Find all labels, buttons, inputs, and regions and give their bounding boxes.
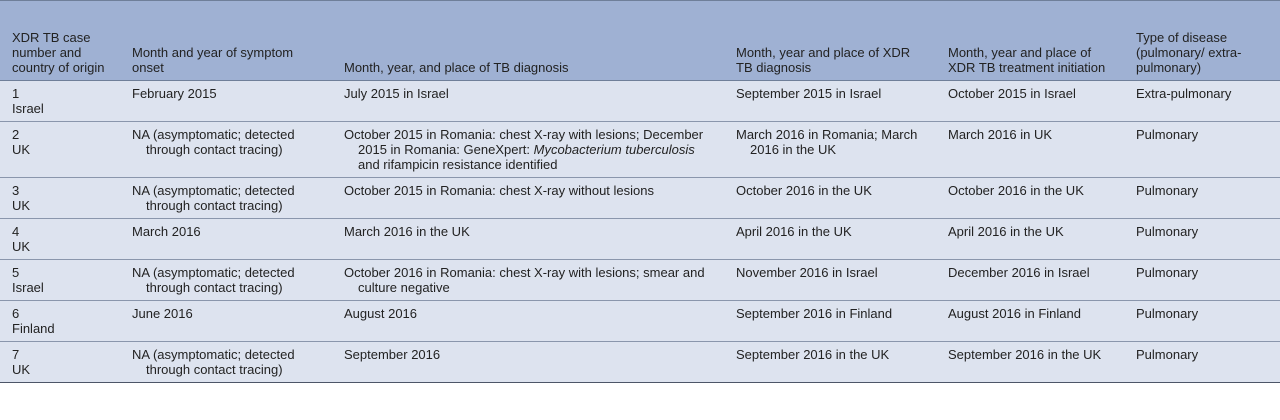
tb-diagnosis-cell: September 2016 xyxy=(332,342,724,383)
symptom-onset-cell: NA (asymptomatic; detected through contact tracing) xyxy=(120,122,332,178)
disease-type-cell: Pulmonary xyxy=(1124,122,1280,178)
case-country: UK xyxy=(12,142,31,157)
table-row xyxy=(0,178,1280,219)
case-country: UK xyxy=(12,239,31,254)
treatment-cell: August 2016 in Finland xyxy=(936,301,1124,342)
xdr-diagnosis-cell: April 2016 in the UK xyxy=(724,219,936,260)
disease-type-cell: Pulmonary xyxy=(1124,219,1280,260)
case-cell xyxy=(0,219,120,260)
treatment-cell: April 2016 in the UK xyxy=(936,219,1124,260)
case-number: 6 xyxy=(12,306,20,321)
case-cell xyxy=(0,178,120,219)
disease-type-cell: Pulmonary xyxy=(1124,178,1280,219)
case-cell xyxy=(0,122,120,178)
table-row xyxy=(0,219,1280,260)
case-country: Israel xyxy=(12,101,44,116)
case-cell xyxy=(0,81,120,122)
disease-type-cell: Pulmonary xyxy=(1124,260,1280,301)
symptom-onset-cell: NA (asymptomatic; detected through contact tracing) xyxy=(120,342,332,383)
disease-type-cell: Pulmonary xyxy=(1124,342,1280,383)
tb-diagnosis-cell: October 2016 in Romania: chest X-ray with lesions; smear and culture negative xyxy=(332,260,724,301)
symptom-onset-cell: NA (asymptomatic; detected through contact tracing) xyxy=(120,260,332,301)
treatment-cell: October 2016 in the UK xyxy=(936,178,1124,219)
xdr-diagnosis-cell: November 2016 in Israel xyxy=(724,260,936,301)
table-row xyxy=(0,122,1280,178)
treatment-cell: December 2016 in Israel xyxy=(936,260,1124,301)
treatment-cell: September 2016 in the UK xyxy=(936,342,1124,383)
header-symptom-onset: Month and year of symptom onset xyxy=(120,1,332,81)
disease-type-cell: Extra-pulmonary xyxy=(1124,81,1280,122)
xdr-diagnosis-cell: March 2016 in Romania; March 2016 in the UK xyxy=(724,122,936,178)
organism-name: Mycobacterium tuberculosis xyxy=(533,142,695,157)
treatment-cell: March 2016 in UK xyxy=(936,122,1124,178)
disease-type-cell: Pulmonary xyxy=(1124,301,1280,342)
case-number: 1 xyxy=(12,86,20,101)
case-cell xyxy=(0,342,120,383)
case-country: UK xyxy=(12,362,31,377)
tb-diagnosis-cell: October 2015 in Romania: chest X-ray with lesions; December 2015 in Romania: GeneXpert: Mycobacterium tuberculosis and rifampicin resistance identified xyxy=(332,122,724,178)
table-row xyxy=(0,260,1280,301)
header-xdr-diagnosis: Month, year and place of XDR TB diagnosis xyxy=(724,1,936,81)
header-row xyxy=(0,1,1280,81)
case-number: 2 xyxy=(12,127,20,142)
symptom-onset-cell: February 2015 xyxy=(120,81,332,122)
header-case-number: XDR TB case number and country of origin xyxy=(0,1,120,81)
table-header xyxy=(0,1,1280,81)
case-country: UK xyxy=(12,198,31,213)
tb-diagnosis-cell: March 2016 in the UK xyxy=(332,219,724,260)
header-disease-type: Type of disease (pulmonary/ extra-pulmonary) xyxy=(1124,1,1280,81)
tb-diagnosis-cell: October 2015 in Romania: chest X-ray without lesions xyxy=(332,178,724,219)
symptom-onset-cell: June 2016 xyxy=(120,301,332,342)
symptom-onset-cell: NA (asymptomatic; detected through contact tracing) xyxy=(120,178,332,219)
treatment-cell: October 2015 in Israel xyxy=(936,81,1124,122)
header-treatment-initiation: Month, year and place of XDR TB treatment initiation xyxy=(936,1,1124,81)
table-row xyxy=(0,301,1280,342)
case-number: 4 xyxy=(12,224,20,239)
case-country: Israel xyxy=(12,280,44,295)
case-cell xyxy=(0,260,120,301)
table-body xyxy=(0,81,1280,383)
symptom-onset-cell: March 2016 xyxy=(120,219,332,260)
xdr-diagnosis-cell: September 2016 in Finland xyxy=(724,301,936,342)
xdr-diagnosis-cell: September 2015 in Israel xyxy=(724,81,936,122)
table-row xyxy=(0,342,1280,383)
case-number: 5 xyxy=(12,265,20,280)
case-number: 3 xyxy=(12,183,20,198)
table-row xyxy=(0,81,1280,122)
case-number: 7 xyxy=(12,347,20,362)
xdr-diagnosis-cell: September 2016 in the UK xyxy=(724,342,936,383)
header-tb-diagnosis: Month, year, and place of TB diagnosis xyxy=(332,1,724,81)
case-cell xyxy=(0,301,120,342)
xdr-diagnosis-cell: October 2016 in the UK xyxy=(724,178,936,219)
case-country: Finland xyxy=(12,321,55,336)
tb-diagnosis-cell: August 2016 xyxy=(332,301,724,342)
tb-diagnosis-cell: July 2015 in Israel xyxy=(332,81,724,122)
